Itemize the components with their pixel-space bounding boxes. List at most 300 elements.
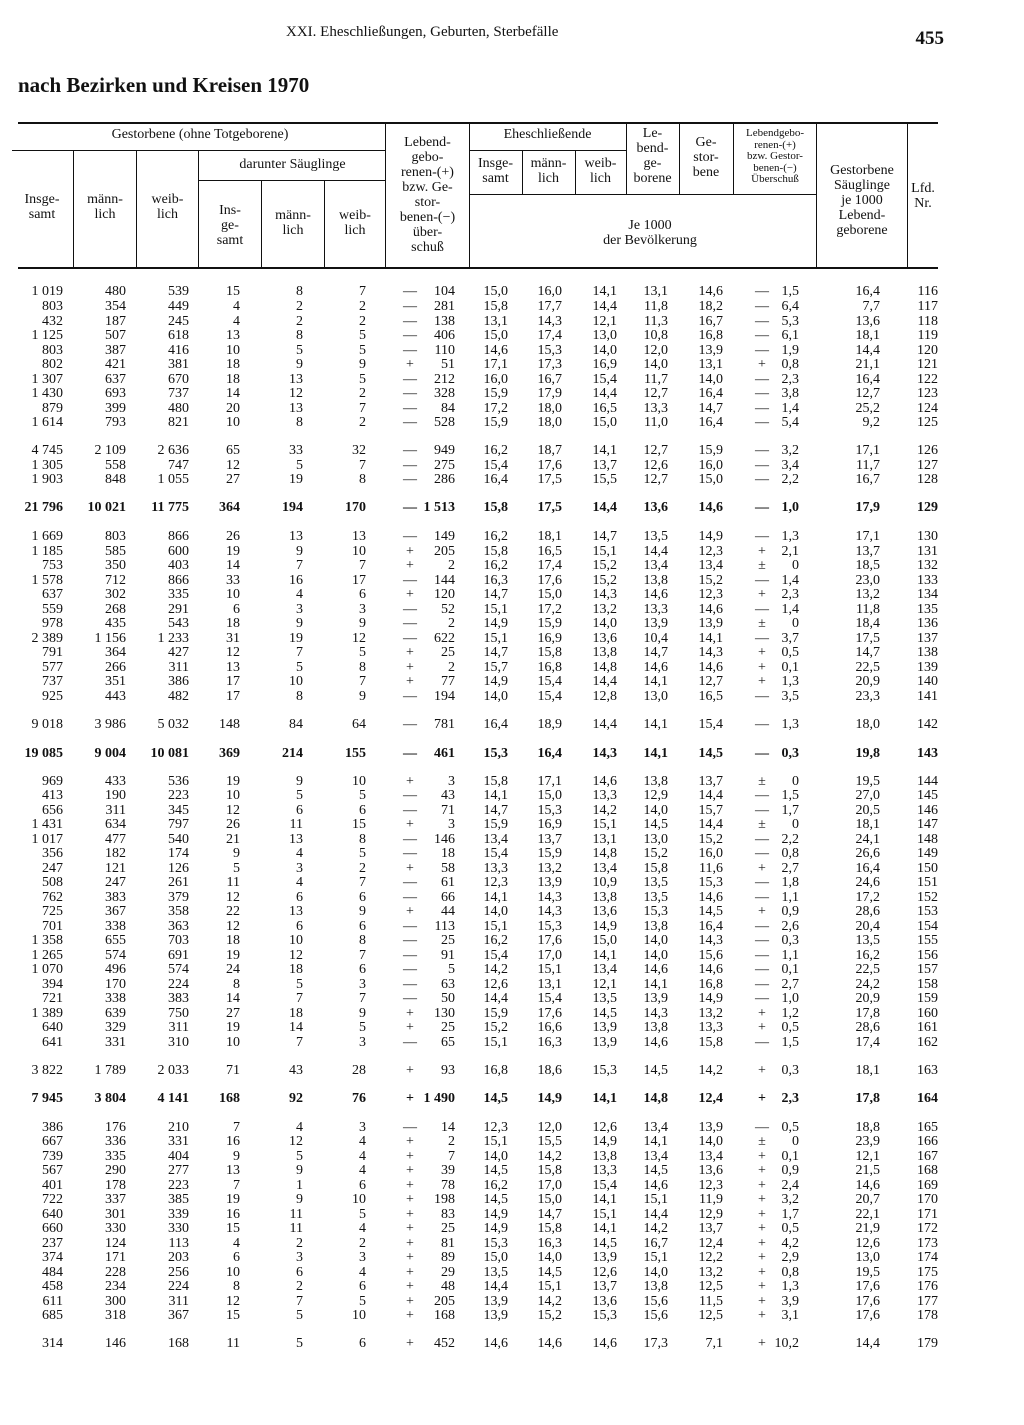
- cell-maennlich: 171: [105, 1250, 126, 1265]
- cell-lebendgeborene-rate: 14,6: [643, 1178, 668, 1193]
- cell-ehe-maennlich: 16,9: [537, 817, 562, 832]
- cell-ueberschuss-sign: —: [403, 689, 417, 704]
- cell-maennlich: 190: [105, 788, 126, 803]
- cell-ueberschuss: 2: [448, 616, 455, 631]
- cell-ehe-insgesamt: 15,9: [483, 415, 508, 430]
- cell-maennlich: 336: [105, 1134, 126, 1149]
- cell-ueberschuss-rate-sign: ±: [758, 774, 766, 789]
- cell-insgesamt: 1 307: [31, 372, 63, 387]
- cell-insgesamt: 1 070: [31, 962, 63, 977]
- cell-ehe-weiblich: 12,1: [592, 314, 617, 329]
- cell-ueberschuss: 29: [441, 1265, 455, 1280]
- cell-ueberschuss: 286: [434, 472, 455, 487]
- cell-saeuglinge-rate: 21,9: [855, 1221, 880, 1236]
- cell-insgesamt: 386: [42, 1120, 63, 1135]
- cell-ehe-weiblich: 14,4: [592, 717, 617, 732]
- cell-ehe-maennlich: 17,4: [537, 558, 562, 573]
- cell-ehe-weiblich: 14,9: [592, 1134, 617, 1149]
- cell-s-insgesamt: 12: [226, 890, 240, 905]
- cell-ehe-weiblich: 14,0: [592, 343, 617, 358]
- cell-s-insgesamt: 148: [219, 717, 240, 732]
- cell-maennlich: 124: [105, 1236, 126, 1251]
- vline: [261, 180, 262, 268]
- rule-header-bottom: [18, 267, 938, 269]
- cell-lfd-nr: 173: [917, 1236, 938, 1251]
- cell-s-maennlich: 5: [296, 788, 303, 803]
- cell-ueberschuss-rate: 0: [792, 1134, 799, 1149]
- cell-ueberschuss-rate: 1,3: [781, 529, 799, 544]
- cell-saeuglinge-rate: 17,9: [855, 500, 880, 515]
- cell-ueberschuss-rate-sign: +: [758, 1265, 766, 1280]
- cell-ehe-insgesamt: 12,6: [483, 977, 508, 992]
- cell-lebendgeborene-rate: 15,3: [643, 904, 668, 919]
- cell-lebendgeborene-rate: 13,6: [643, 500, 668, 515]
- cell-s-insgesamt: 19: [226, 1020, 240, 1035]
- cell-lebendgeborene-rate: 14,8: [643, 1091, 668, 1106]
- cell-saeuglinge-rate: 22,5: [855, 962, 880, 977]
- cell-ueberschuss: 48: [441, 1279, 455, 1294]
- cell-ueberschuss-rate-sign: +: [758, 1006, 766, 1021]
- cell-saeuglinge-rate: 16,4: [855, 284, 880, 299]
- cell-saeuglinge-rate: 18,1: [855, 817, 880, 832]
- cell-ehe-weiblich: 13,6: [592, 631, 617, 646]
- cell-ueberschuss-rate: 3,7: [781, 631, 799, 646]
- cell-insgesamt: 9 018: [31, 717, 63, 732]
- cell-insgesamt: 879: [42, 401, 63, 416]
- cell-ehe-weiblich: 14,4: [592, 299, 617, 314]
- cell-lebendgeborene-rate: 13,4: [643, 1149, 668, 1164]
- cell-ueberschuss-sign: —: [403, 977, 417, 992]
- cell-ueberschuss-rate-sign: —: [755, 689, 769, 704]
- cell-s-maennlich: 10: [289, 674, 303, 689]
- cell-ehe-insgesamt: 15,0: [483, 328, 508, 343]
- cell-lfd-nr: 172: [917, 1221, 938, 1236]
- cell-s-insgesamt: 14: [226, 558, 240, 573]
- cell-ehe-weiblich: 13,8: [592, 1149, 617, 1164]
- cell-gestorbene-rate: 15,0: [698, 472, 723, 487]
- cell-lfd-nr: 149: [917, 846, 938, 861]
- cell-ehe-insgesamt: 14,2: [483, 962, 508, 977]
- cell-ueberschuss-rate: 1,5: [781, 284, 799, 299]
- cell-s-weiblich: 7: [359, 401, 366, 416]
- cell-ueberschuss-sign: —: [403, 415, 417, 430]
- cell-ehe-insgesamt: 15,9: [483, 817, 508, 832]
- cell-ueberschuss: 5: [448, 962, 455, 977]
- cell-lebendgeborene-rate: 14,1: [643, 746, 668, 761]
- cell-saeuglinge-rate: 9,2: [862, 415, 880, 430]
- cell-ueberschuss-rate-sign: —: [755, 500, 769, 515]
- cell-ehe-insgesamt: 15,1: [483, 602, 508, 617]
- cell-s-maennlich: 13: [289, 529, 303, 544]
- cell-ehe-weiblich: 14,1: [592, 948, 617, 963]
- cell-saeuglinge-rate: 21,5: [855, 1163, 880, 1178]
- cell-lebendgeborene-rate: 13,5: [643, 890, 668, 905]
- header-s-maennlich: männ- lich: [275, 208, 311, 238]
- cell-ueberschuss-sign: —: [403, 314, 417, 329]
- cell-ehe-insgesamt: 16,2: [483, 558, 508, 573]
- cell-maennlich: 178: [105, 1178, 126, 1193]
- cell-maennlich: 387: [105, 343, 126, 358]
- cell-ueberschuss-rate: 0,1: [781, 1149, 799, 1164]
- cell-ueberschuss-rate: 3,2: [781, 1192, 799, 1207]
- cell-ueberschuss-sign: +: [406, 1221, 414, 1236]
- cell-lebendgeborene-rate: 14,1: [643, 717, 668, 732]
- cell-s-insgesamt: 364: [219, 500, 240, 515]
- cell-ehe-maennlich: 15,0: [537, 587, 562, 602]
- cell-maennlich: 176: [105, 1120, 126, 1135]
- cell-s-maennlich: 7: [296, 645, 303, 660]
- cell-ueberschuss-sign: —: [403, 386, 417, 401]
- cell-s-maennlich: 18: [289, 962, 303, 977]
- cell-lfd-nr: 164: [917, 1091, 938, 1106]
- cell-s-maennlich: 13: [289, 904, 303, 919]
- cell-weiblich: 750: [168, 1006, 189, 1021]
- cell-s-insgesamt: 19: [226, 1192, 240, 1207]
- cell-ehe-maennlich: 14,0: [537, 1250, 562, 1265]
- cell-ehe-insgesamt: 13,3: [483, 861, 508, 876]
- cell-insgesamt: 577: [42, 660, 63, 675]
- cell-ueberschuss: 61: [441, 875, 455, 890]
- cell-ueberschuss-rate-sign: +: [758, 1308, 766, 1323]
- cell-maennlich: 266: [105, 660, 126, 675]
- cell-lfd-nr: 135: [917, 602, 938, 617]
- cell-ueberschuss-rate-sign: —: [755, 602, 769, 617]
- cell-ueberschuss-sign: +: [406, 861, 414, 876]
- cell-ehe-insgesamt: 16,2: [483, 443, 508, 458]
- cell-weiblich: 345: [168, 803, 189, 818]
- cell-ehe-weiblich: 15,3: [592, 1308, 617, 1323]
- cell-gestorbene-rate: 13,2: [698, 1006, 723, 1021]
- cell-insgesamt: 641: [42, 1035, 63, 1050]
- cell-maennlich: 477: [105, 832, 126, 847]
- cell-s-weiblich: 4: [359, 1221, 366, 1236]
- cell-lfd-nr: 157: [917, 962, 938, 977]
- cell-ehe-insgesamt: 17,1: [483, 357, 508, 372]
- cell-lfd-nr: 131: [917, 544, 938, 559]
- cell-lebendgeborene-rate: 12,9: [643, 788, 668, 803]
- cell-s-insgesamt: 7: [233, 1120, 240, 1135]
- cell-ueberschuss-rate: 0,8: [781, 846, 799, 861]
- cell-ueberschuss-rate-sign: +: [758, 1279, 766, 1294]
- cell-lfd-nr: 136: [917, 616, 938, 631]
- cell-lebendgeborene-rate: 12,7: [643, 443, 668, 458]
- cell-s-maennlich: 7: [296, 991, 303, 1006]
- cell-ueberschuss-sign: —: [403, 343, 417, 358]
- cell-maennlich: 574: [105, 948, 126, 963]
- cell-ueberschuss-sign: +: [406, 1294, 414, 1309]
- cell-s-insgesamt: 11: [226, 875, 240, 890]
- cell-ueberschuss: 2: [448, 660, 455, 675]
- cell-lfd-nr: 152: [917, 890, 938, 905]
- cell-s-maennlich: 3: [296, 1250, 303, 1265]
- cell-maennlich: 433: [105, 774, 126, 789]
- cell-insgesamt: 247: [42, 861, 63, 876]
- cell-insgesamt: 762: [42, 890, 63, 905]
- cell-s-weiblich: 155: [345, 746, 366, 761]
- cell-ueberschuss-rate: 3,4: [781, 458, 799, 473]
- cell-ehe-weiblich: 14,6: [592, 774, 617, 789]
- cell-weiblich: 797: [168, 817, 189, 832]
- cell-s-maennlich: 8: [296, 415, 303, 430]
- cell-ueberschuss: 25: [441, 1020, 455, 1035]
- cell-s-weiblich: 5: [359, 645, 366, 660]
- cell-ehe-weiblich: 14,3: [592, 587, 617, 602]
- cell-s-maennlich: 10: [289, 933, 303, 948]
- cell-saeuglinge-rate: 17,1: [855, 529, 880, 544]
- cell-ehe-weiblich: 16,9: [592, 357, 617, 372]
- cell-ehe-insgesamt: 15,7: [483, 660, 508, 675]
- cell-ueberschuss-sign: —: [403, 573, 417, 588]
- cell-ueberschuss-sign: —: [403, 458, 417, 473]
- cell-weiblich: 224: [168, 977, 189, 992]
- cell-ehe-maennlich: 18,9: [537, 717, 562, 732]
- cell-ueberschuss: 7: [448, 1149, 455, 1164]
- cell-gestorbene-rate: 14,6: [698, 284, 723, 299]
- cell-maennlich: 585: [105, 544, 126, 559]
- cell-ehe-weiblich: 15,0: [592, 933, 617, 948]
- cell-insgesamt: 314: [42, 1336, 63, 1351]
- cell-ehe-maennlich: 15,0: [537, 788, 562, 803]
- cell-s-insgesamt: 19: [226, 544, 240, 559]
- cell-s-weiblich: 2: [359, 299, 366, 314]
- cell-insgesamt: 791: [42, 645, 63, 660]
- cell-ehe-insgesamt: 15,9: [483, 1006, 508, 1021]
- cell-weiblich: 339: [168, 1207, 189, 1222]
- cell-s-maennlich: 6: [296, 890, 303, 905]
- cell-insgesamt: 1 305: [31, 458, 63, 473]
- cell-s-insgesamt: 18: [226, 372, 240, 387]
- cell-ueberschuss: 2: [448, 558, 455, 573]
- cell-ueberschuss-rate: 1,4: [781, 401, 799, 416]
- cell-ueberschuss-rate: 3,9: [781, 1294, 799, 1309]
- cell-ehe-insgesamt: 13,4: [483, 832, 508, 847]
- cell-ueberschuss-rate-sign: —: [755, 832, 769, 847]
- cell-saeuglinge-rate: 24,1: [855, 832, 880, 847]
- cell-ehe-insgesamt: 16,2: [483, 529, 508, 544]
- cell-lfd-nr: 159: [917, 991, 938, 1006]
- cell-insgesamt: 722: [42, 1192, 63, 1207]
- cell-s-maennlich: 6: [296, 1265, 303, 1280]
- cell-ehe-maennlich: 15,4: [537, 991, 562, 1006]
- cell-ehe-maennlich: 15,1: [537, 1279, 562, 1294]
- cell-ueberschuss: 194: [434, 689, 455, 704]
- cell-lfd-nr: 165: [917, 1120, 938, 1135]
- cell-saeuglinge-rate: 19,5: [855, 1265, 880, 1280]
- cell-ehe-maennlich: 14,3: [537, 904, 562, 919]
- cell-gestorbene-rate: 7,1: [705, 1336, 723, 1351]
- cell-gestorbene-rate: 13,4: [698, 1149, 723, 1164]
- cell-weiblich: 383: [168, 991, 189, 1006]
- cell-s-maennlich: 12: [289, 386, 303, 401]
- cell-lebendgeborene-rate: 14,4: [643, 1207, 668, 1222]
- cell-ueberschuss-sign: +: [406, 1265, 414, 1280]
- cell-ehe-insgesamt: 15,0: [483, 284, 508, 299]
- cell-gestorbene-rate: 13,2: [698, 1265, 723, 1280]
- cell-s-weiblich: 8: [359, 933, 366, 948]
- cell-ehe-weiblich: 14,1: [592, 443, 617, 458]
- cell-ueberschuss-sign: —: [403, 890, 417, 905]
- cell-saeuglinge-rate: 14,4: [855, 1336, 880, 1351]
- cell-ehe-insgesamt: 15,1: [483, 1035, 508, 1050]
- cell-ueberschuss-rate: 2,3: [781, 1091, 799, 1106]
- cell-weiblich: 311: [168, 1020, 189, 1035]
- cell-gestorbene-rate: 11,5: [699, 1294, 723, 1309]
- cell-ehe-weiblich: 12,1: [592, 977, 617, 992]
- cell-ehe-weiblich: 15,1: [592, 817, 617, 832]
- cell-ehe-weiblich: 12,6: [592, 1265, 617, 1280]
- cell-s-insgesamt: 10: [226, 1265, 240, 1280]
- cell-ueberschuss-sign: —: [403, 500, 417, 515]
- cell-maennlich: 10 021: [87, 500, 126, 515]
- cell-lebendgeborene-rate: 13,4: [643, 1120, 668, 1135]
- cell-s-maennlich: 9: [296, 1192, 303, 1207]
- cell-gestorbene-rate: 12,5: [698, 1279, 723, 1294]
- cell-ehe-maennlich: 15,3: [537, 803, 562, 818]
- cell-ueberschuss-rate: 1,5: [781, 1035, 799, 1050]
- cell-insgesamt: 685: [42, 1308, 63, 1323]
- cell-ueberschuss-sign: —: [403, 299, 417, 314]
- cell-insgesamt: 567: [42, 1163, 63, 1178]
- cell-s-weiblich: 9: [359, 357, 366, 372]
- cell-ueberschuss-rate: 1,4: [781, 573, 799, 588]
- cell-ehe-insgesamt: 14,9: [483, 674, 508, 689]
- cell-s-weiblich: 4: [359, 1149, 366, 1164]
- cell-weiblich: 5 032: [157, 717, 189, 732]
- cell-ehe-maennlich: 18,6: [537, 1063, 562, 1078]
- cell-ueberschuss-sign: —: [403, 933, 417, 948]
- cell-s-weiblich: 4: [359, 1134, 366, 1149]
- cell-s-weiblich: 10: [352, 1192, 366, 1207]
- cell-s-maennlich: 2: [296, 1279, 303, 1294]
- cell-lebendgeborene-rate: 15,6: [643, 1294, 668, 1309]
- cell-s-maennlich: 5: [296, 1336, 303, 1351]
- cell-insgesamt: 1 578: [31, 573, 63, 588]
- cell-gestorbene-rate: 18,2: [698, 299, 723, 314]
- cell-ehe-insgesamt: 16,8: [483, 1063, 508, 1078]
- cell-lebendgeborene-rate: 13,8: [643, 1020, 668, 1035]
- cell-ueberschuss-sign: +: [406, 645, 414, 660]
- cell-ueberschuss-sign: —: [403, 846, 417, 861]
- cell-ehe-weiblich: 14,8: [592, 660, 617, 675]
- cell-ehe-weiblich: 14,1: [592, 284, 617, 299]
- cell-gestorbene-rate: 14,4: [698, 788, 723, 803]
- cell-lebendgeborene-rate: 14,0: [643, 803, 668, 818]
- cell-lebendgeborene-rate: 12,7: [643, 472, 668, 487]
- cell-insgesamt: 925: [42, 689, 63, 704]
- cell-ehe-insgesamt: 14,9: [483, 1221, 508, 1236]
- cell-lfd-nr: 158: [917, 977, 938, 992]
- cell-ueberschuss-sign: +: [406, 1063, 414, 1078]
- cell-ehe-maennlich: 15,4: [537, 689, 562, 704]
- cell-ueberschuss: 18: [441, 846, 455, 861]
- cell-ueberschuss-sign: +: [406, 1163, 414, 1178]
- cell-s-maennlich: 19: [289, 631, 303, 646]
- header-eheschliessende: Eheschließende: [503, 127, 592, 142]
- cell-s-insgesamt: 369: [219, 746, 240, 761]
- cell-gestorbene-rate: 16,4: [698, 415, 723, 430]
- cell-insgesamt: 640: [42, 1207, 63, 1222]
- cell-ueberschuss-rate-sign: —: [755, 372, 769, 387]
- cell-insgesamt: 3 822: [31, 1063, 63, 1078]
- cell-lfd-nr: 138: [917, 645, 938, 660]
- cell-lebendgeborene-rate: 14,5: [643, 1063, 668, 1078]
- cell-ehe-weiblich: 14,5: [592, 1006, 617, 1021]
- header-s-weiblich: weib- lich: [339, 208, 371, 238]
- cell-ueberschuss: 25: [441, 645, 455, 660]
- cell-insgesamt: 4 745: [31, 443, 63, 458]
- cell-ehe-maennlich: 14,3: [537, 314, 562, 329]
- cell-ueberschuss-sign: +: [406, 1308, 414, 1323]
- cell-lebendgeborene-rate: 14,6: [643, 1035, 668, 1050]
- cell-insgesamt: 725: [42, 904, 63, 919]
- cell-ehe-insgesamt: 15,8: [483, 299, 508, 314]
- cell-ueberschuss-rate-sign: —: [755, 977, 769, 992]
- cell-lfd-nr: 166: [917, 1134, 938, 1149]
- cell-ueberschuss-sign: —: [403, 631, 417, 646]
- cell-ueberschuss-rate: 0,9: [781, 904, 799, 919]
- cell-weiblich: 379: [168, 890, 189, 905]
- cell-ehe-maennlich: 18,0: [537, 415, 562, 430]
- cell-s-insgesamt: 12: [226, 919, 240, 934]
- cell-maennlich: 187: [105, 314, 126, 329]
- cell-ueberschuss-rate-sign: —: [755, 933, 769, 948]
- cell-s-weiblich: 2: [359, 415, 366, 430]
- cell-weiblich: 737: [168, 386, 189, 401]
- cell-ueberschuss: 168: [434, 1308, 455, 1323]
- cell-ueberschuss-rate: 4,2: [781, 1236, 799, 1251]
- cell-saeuglinge-rate: 17,2: [855, 890, 880, 905]
- cell-insgesamt: 374: [42, 1250, 63, 1265]
- cell-s-insgesamt: 19: [226, 774, 240, 789]
- cell-saeuglinge-rate: 17,6: [855, 1279, 880, 1294]
- cell-s-weiblich: 4: [359, 1265, 366, 1280]
- cell-ehe-insgesamt: 15,4: [483, 846, 508, 861]
- cell-ehe-maennlich: 16,3: [537, 1035, 562, 1050]
- cell-saeuglinge-rate: 18,1: [855, 328, 880, 343]
- cell-lfd-nr: 174: [917, 1250, 938, 1265]
- cell-s-weiblich: 9: [359, 904, 366, 919]
- cell-gestorbene-rate: 14,3: [698, 933, 723, 948]
- cell-saeuglinge-rate: 23,3: [855, 689, 880, 704]
- cell-s-maennlich: 214: [282, 746, 303, 761]
- cell-s-weiblich: 13: [352, 529, 366, 544]
- cell-ehe-weiblich: 15,2: [592, 573, 617, 588]
- cell-gestorbene-rate: 15,6: [698, 948, 723, 963]
- cell-s-weiblich: 6: [359, 1279, 366, 1294]
- cell-lebendgeborene-rate: 14,1: [643, 674, 668, 689]
- cell-ueberschuss: 52: [441, 602, 455, 617]
- cell-ehe-insgesamt: 15,8: [483, 544, 508, 559]
- cell-s-maennlich: 7: [296, 558, 303, 573]
- cell-s-insgesamt: 4: [233, 299, 240, 314]
- cell-s-insgesamt: 9: [233, 1149, 240, 1164]
- cell-ehe-weiblich: 14,2: [592, 803, 617, 818]
- cell-ueberschuss-rate: 0: [792, 558, 799, 573]
- cell-maennlich: 1 156: [94, 631, 126, 646]
- cell-ehe-maennlich: 17,5: [537, 472, 562, 487]
- cell-lebendgeborene-rate: 14,3: [643, 1006, 668, 1021]
- cell-ueberschuss-rate: 0,5: [781, 1120, 799, 1135]
- cell-ueberschuss-rate: 10,2: [774, 1336, 799, 1351]
- cell-lfd-nr: 177: [917, 1294, 938, 1309]
- cell-lfd-nr: 150: [917, 861, 938, 876]
- cell-maennlich: 234: [105, 1279, 126, 1294]
- cell-ehe-maennlich: 14,7: [537, 1207, 562, 1222]
- cell-s-insgesamt: 16: [226, 1207, 240, 1222]
- cell-saeuglinge-rate: 7,7: [862, 299, 880, 314]
- cell-gestorbene-rate: 13,9: [698, 1120, 723, 1135]
- cell-weiblich: 256: [168, 1265, 189, 1280]
